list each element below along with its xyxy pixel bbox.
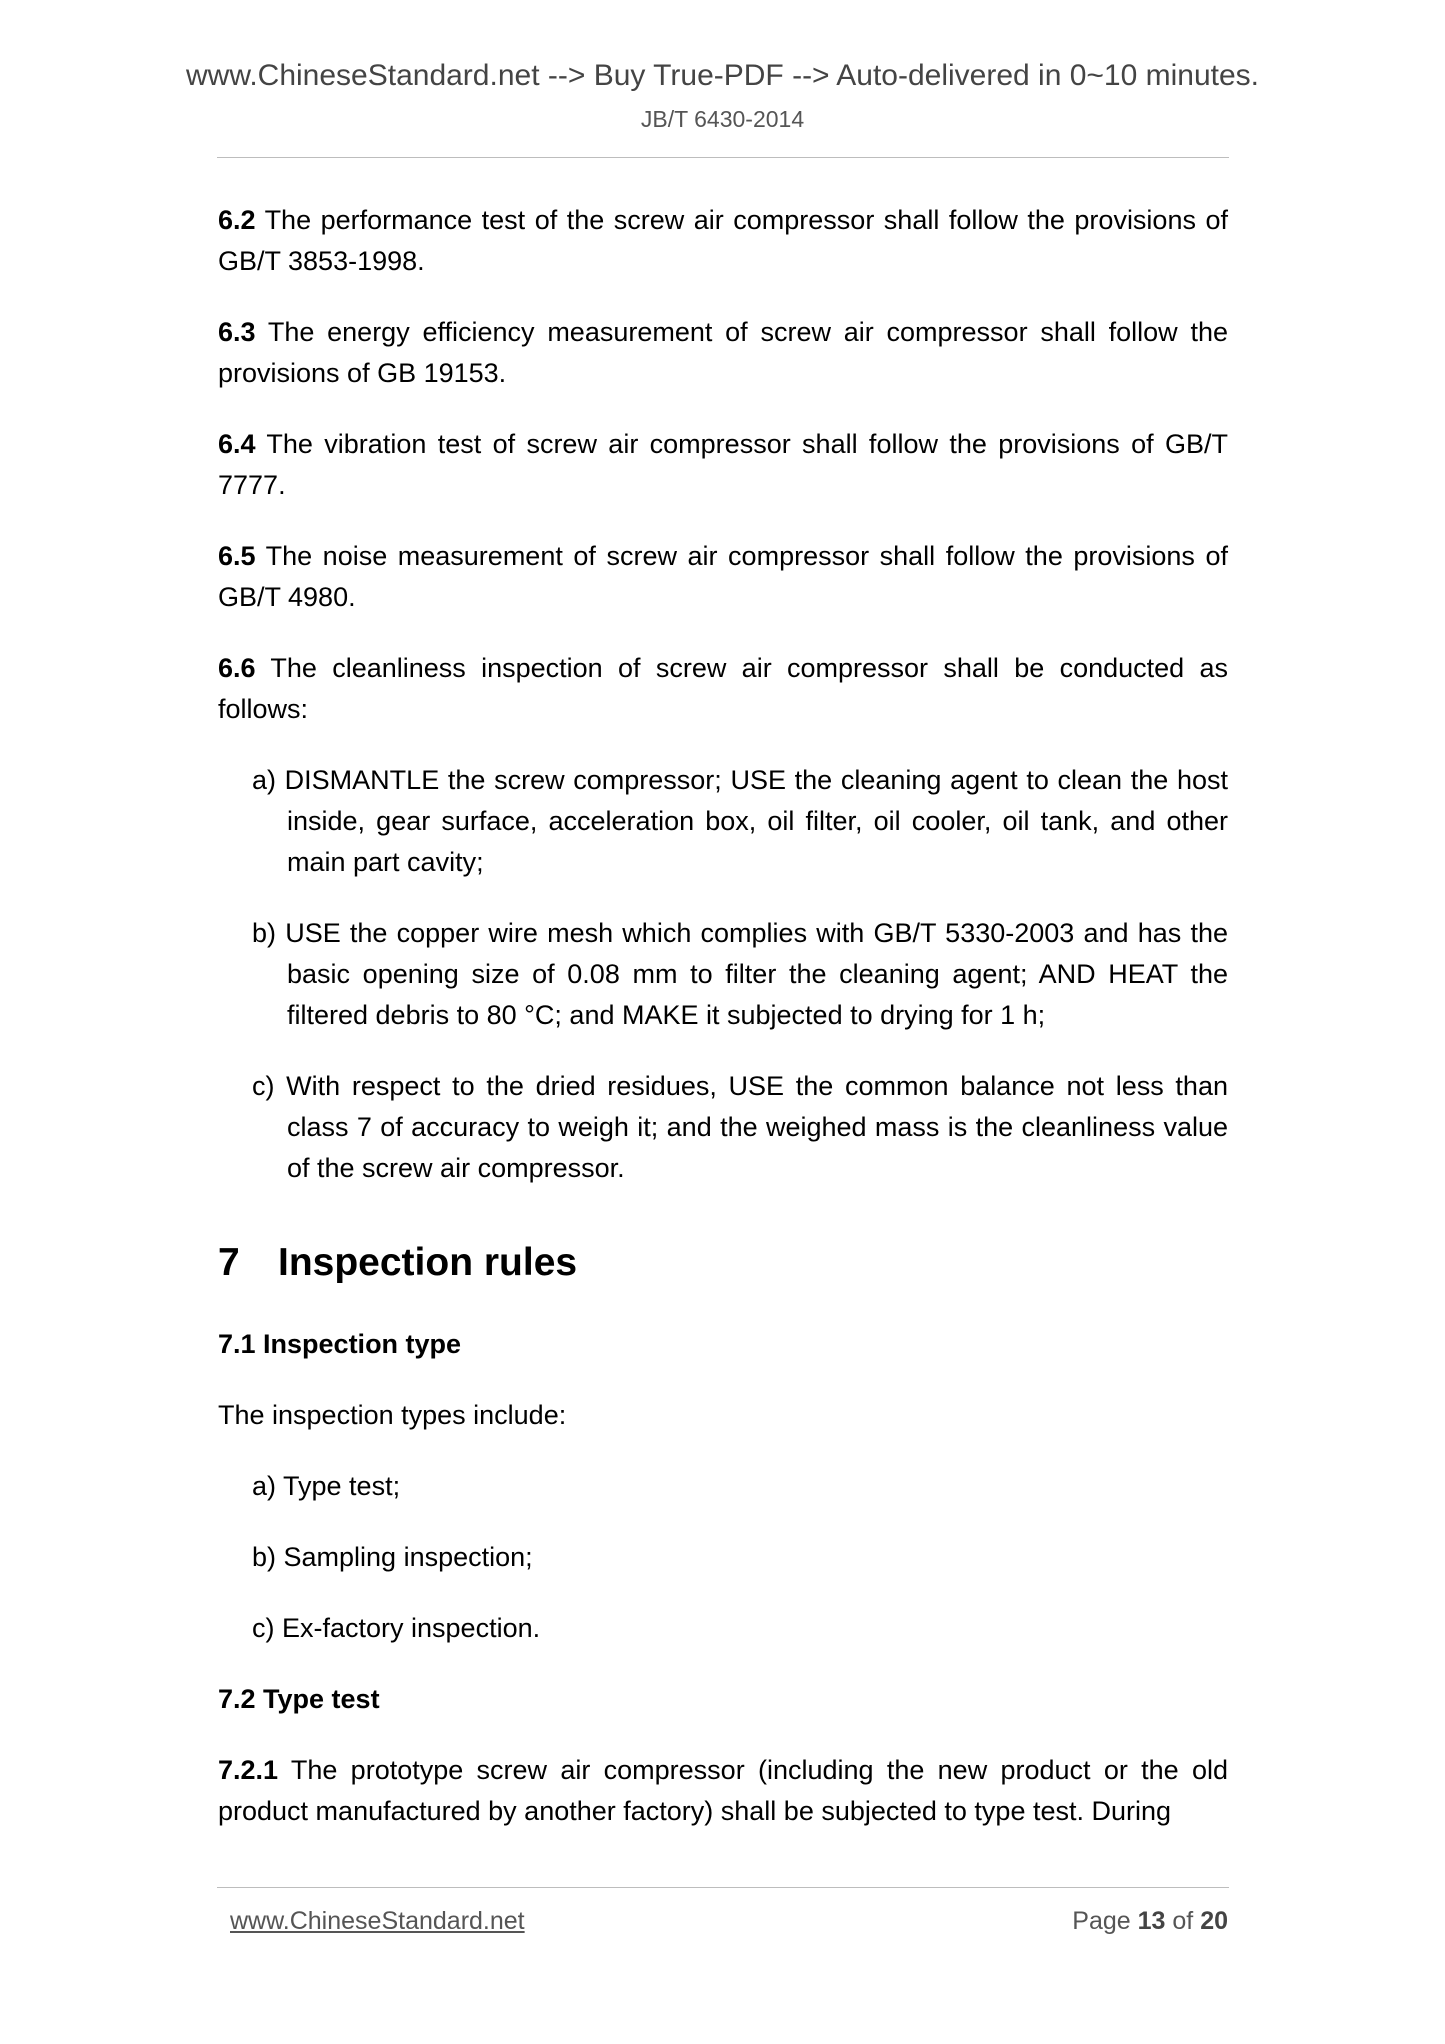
header-banner: www.ChineseStandard.net --> Buy True-PDF --> Auto-delivered in 0~10 minutes. xyxy=(185,59,1260,92)
clause-number: 6.4 xyxy=(218,429,256,459)
clause-text: The energy efficiency measurement of screw air compressor shall follow the provisions of GB 19153. xyxy=(218,317,1228,388)
clause-7-2-1 xyxy=(218,1750,1228,1832)
list-item: b) USE the copper wire mesh which complies with GB/T 5330-2003 and has the basic opening size of 0.08 mm to filter the cleaning agent; AND HEAT the filtered debris to 80 °C; and MAKE it subjected to drying for 1 h; xyxy=(252,918,1228,1030)
clause-number: 6.3 xyxy=(218,317,256,347)
clause-text: The performance test of the screw air compressor shall follow the provisions of GB/T 3853-1998. xyxy=(218,205,1228,276)
page-label: Page xyxy=(1072,1907,1138,1935)
footer-divider xyxy=(217,1887,1229,1888)
section-heading-7 xyxy=(218,1239,1228,1287)
clause-number: 6.5 xyxy=(218,541,256,571)
current-page: 13 xyxy=(1137,1907,1166,1935)
section-title: Inspection rules xyxy=(278,1241,578,1284)
clause-6-5 xyxy=(218,536,1228,618)
clause-text: The cleanliness inspection of screw air compressor shall be conducted as follows: xyxy=(218,653,1228,724)
standard-code: JB/T 6430-2014 xyxy=(640,106,805,132)
clause-6-3 xyxy=(218,312,1228,394)
list-item: c) Ex-factory inspection. xyxy=(252,1613,541,1643)
page-number xyxy=(1072,1906,1228,1936)
clause-6-2 xyxy=(218,200,1228,282)
list-item: b) Sampling inspection; xyxy=(252,1542,533,1572)
subsection-heading-7-2: 7.2 Type test xyxy=(218,1684,380,1714)
clause-text: The vibration test of screw air compressor shall follow the provisions of GB/T 7777. xyxy=(218,429,1228,500)
page-of-label: of xyxy=(1165,1907,1201,1935)
clause-text: The noise measurement of screw air compressor shall follow the provisions of GB/T 4980. xyxy=(218,541,1228,612)
footer-website-link[interactable]: www.ChineseStandard.net xyxy=(230,1907,525,1935)
clause-number: 6.6 xyxy=(218,653,256,683)
intro-text: The inspection types include: xyxy=(218,1400,567,1430)
clause-6-4 xyxy=(218,424,1228,506)
clause-number: 6.2 xyxy=(218,205,256,235)
header-divider xyxy=(217,157,1229,158)
clause-6-6 xyxy=(218,648,1228,730)
clause-number: 7.2.1 xyxy=(218,1755,279,1785)
list-item: a) Type test; xyxy=(252,1471,401,1501)
page-content xyxy=(218,200,1228,1862)
clause-text: The prototype screw air compressor (including the new product or the old product manufactured by another factory) shall be subjected to type test. During xyxy=(218,1755,1228,1826)
subsection-heading-7-1: 7.1 Inspection type xyxy=(218,1329,462,1359)
list-item: a) DISMANTLE the screw compressor; USE the cleaning agent to clean the host inside, gear surface, acceleration box, oil filter, oil cooler, oil tank, and other main part cavity; xyxy=(252,765,1228,877)
list-item: c) With respect to the dried residues, USE the common balance not less than class 7 of accuracy to weigh it; and the weighed mass is the cleanliness value of the screw air compressor. xyxy=(252,1071,1228,1183)
section-number: 7 xyxy=(218,1241,240,1284)
total-pages: 20 xyxy=(1200,1907,1228,1935)
